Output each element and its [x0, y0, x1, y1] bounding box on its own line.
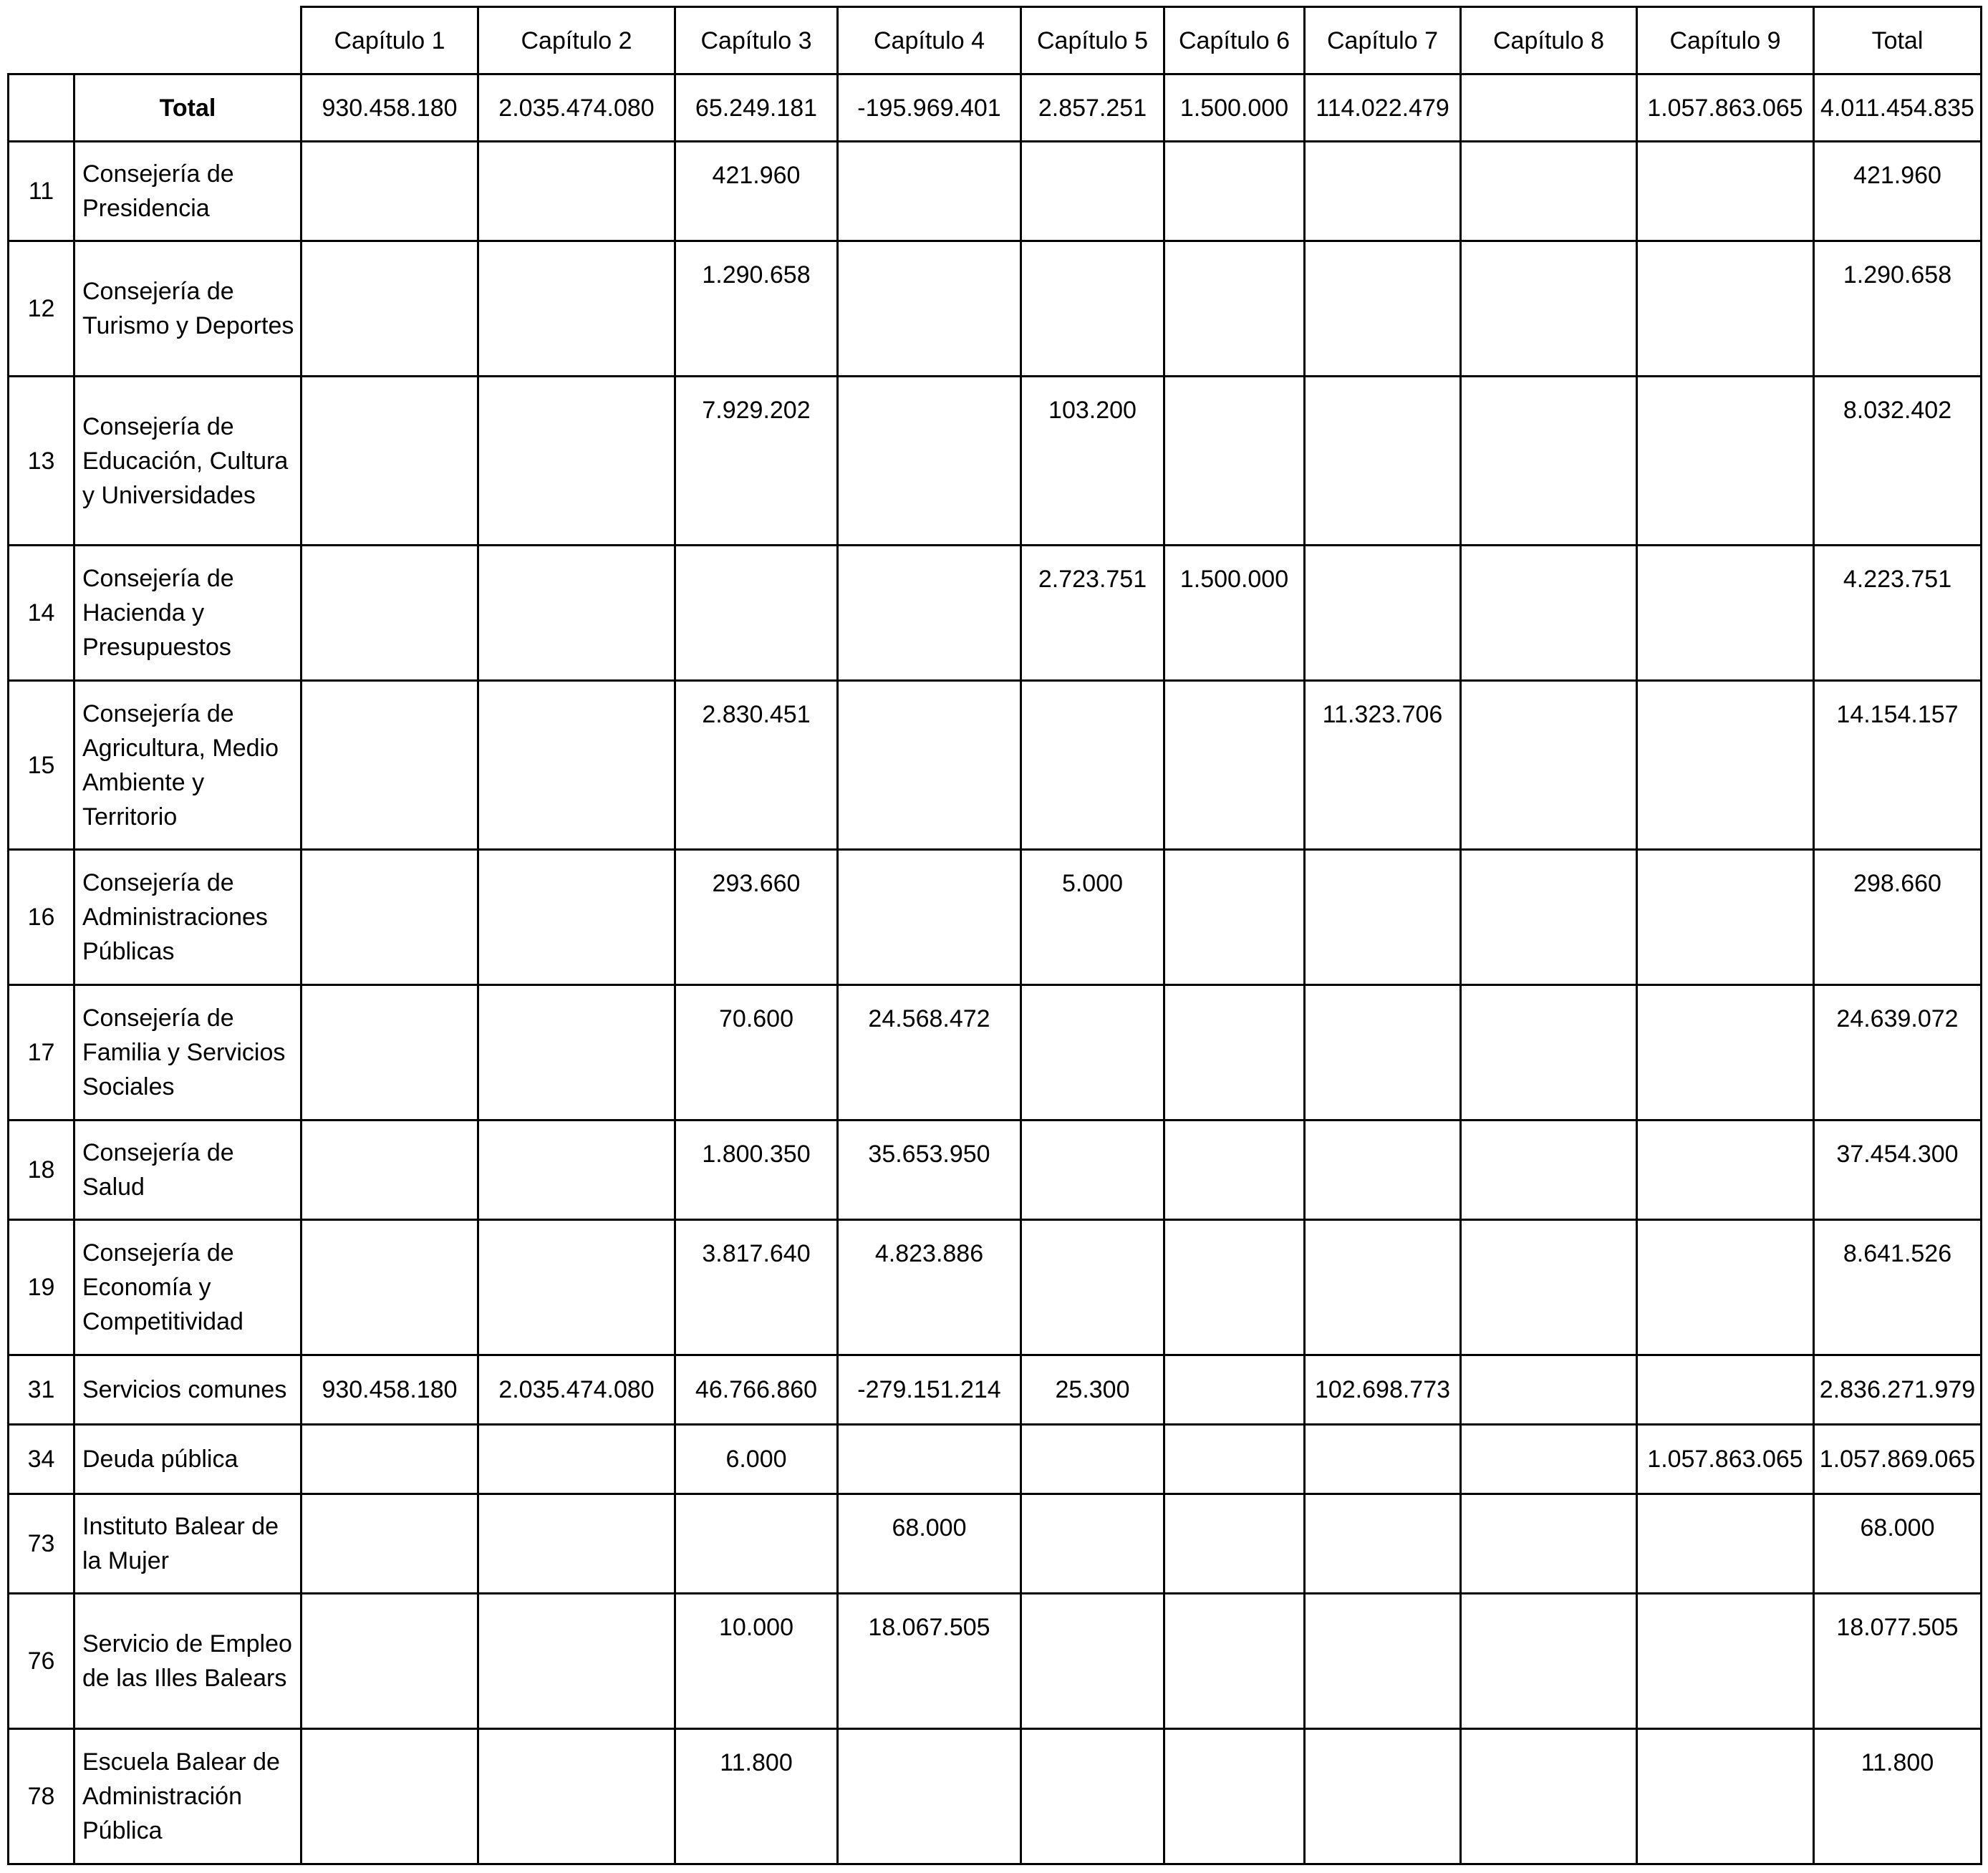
row-value [838, 546, 1021, 681]
row-value [478, 546, 675, 681]
row-value [1164, 1729, 1305, 1864]
row-value: 70.600 [675, 985, 838, 1121]
row-value [1637, 1729, 1814, 1864]
row-value [1021, 241, 1164, 377]
row-value [478, 681, 675, 850]
row-value [1637, 241, 1814, 377]
row-value [1637, 1355, 1814, 1425]
row-value [1461, 1594, 1637, 1729]
row-value: 2.830.451 [675, 681, 838, 850]
row-value [1305, 546, 1461, 681]
row-value [838, 850, 1021, 985]
column-header: Capítulo 2 [478, 7, 675, 74]
row-value: 7.929.202 [675, 377, 838, 546]
row-value [1305, 1729, 1461, 1864]
row-value: 8.641.526 [1814, 1220, 1982, 1355]
row-value: 11.800 [1814, 1729, 1982, 1864]
row-value [1637, 1220, 1814, 1355]
row-value: 5.000 [1021, 850, 1164, 985]
row-value: 1.057.869.065 [1814, 1425, 1982, 1494]
row-code: 76 [9, 1594, 74, 1729]
row-name: Servicio de Empleo de las Illes Balears [74, 1594, 301, 1729]
row-value: 2.836.271.979 [1814, 1355, 1982, 1425]
total-value: 4.011.454.835 [1814, 74, 1982, 142]
row-name: Consejería de Salud [74, 1121, 301, 1220]
row-code: 15 [9, 681, 74, 850]
row-value [838, 377, 1021, 546]
row-name: Servicios comunes [74, 1355, 301, 1425]
row-value: 102.698.773 [1305, 1355, 1461, 1425]
row-value: 1.290.658 [675, 241, 838, 377]
column-header: Capítulo 6 [1164, 7, 1305, 74]
table-row [9, 1729, 1982, 1864]
row-value [478, 1220, 675, 1355]
row-code: 14 [9, 546, 74, 681]
row-value: 3.817.640 [675, 1220, 838, 1355]
row-value [838, 1425, 1021, 1494]
column-header: Capítulo 5 [1021, 7, 1164, 74]
row-value: 1.057.863.065 [1637, 1425, 1814, 1494]
row-value [1305, 1594, 1461, 1729]
total-label: Total [74, 74, 301, 142]
row-value [675, 1494, 838, 1594]
row-name: Escuela Balear de Administración Pública [74, 1729, 301, 1864]
row-value [478, 1425, 675, 1494]
row-value [675, 546, 838, 681]
row-value: 11.800 [675, 1729, 838, 1864]
row-value: 37.454.300 [1814, 1121, 1982, 1220]
table-row [9, 1355, 1982, 1425]
row-value [838, 681, 1021, 850]
row-value: 8.032.402 [1814, 377, 1982, 546]
row-value [1461, 681, 1637, 850]
row-name: Consejería de Educación, Cultura y Universidades [74, 377, 301, 546]
row-value: 68.000 [1814, 1494, 1982, 1594]
row-value [478, 1729, 675, 1864]
row-value: 421.960 [1814, 142, 1982, 241]
row-value [1021, 1594, 1164, 1729]
row-value [1637, 1121, 1814, 1220]
row-value [1021, 681, 1164, 850]
row-value [1461, 142, 1637, 241]
row-value [838, 241, 1021, 377]
row-value [478, 1121, 675, 1220]
row-value [1461, 241, 1637, 377]
budget-table [7, 6, 1982, 1865]
row-value: 2.035.474.080 [478, 1355, 675, 1425]
row-value [1164, 1121, 1305, 1220]
row-value [1021, 985, 1164, 1121]
row-name: Consejería de Economía y Competitividad [74, 1220, 301, 1355]
total-value: 1.500.000 [1164, 74, 1305, 142]
row-value: 24.639.072 [1814, 985, 1982, 1121]
row-value [1021, 1220, 1164, 1355]
row-value [478, 377, 675, 546]
table-row [9, 241, 1982, 377]
row-value [1461, 850, 1637, 985]
row-value [1305, 850, 1461, 985]
row-value [1637, 850, 1814, 985]
row-name: Consejería de Presidencia [74, 142, 301, 241]
total-value: 1.057.863.065 [1637, 74, 1814, 142]
row-value: 4.823.886 [838, 1220, 1021, 1355]
row-value [1164, 1220, 1305, 1355]
total-value: 930.458.180 [301, 74, 478, 142]
row-value [1305, 985, 1461, 1121]
table-row [9, 850, 1982, 985]
row-value [1637, 1494, 1814, 1594]
row-code: 18 [9, 1121, 74, 1220]
total-row [9, 74, 1982, 142]
row-value [1461, 1729, 1637, 1864]
total-value [1461, 74, 1637, 142]
row-value [478, 1494, 675, 1594]
row-value [301, 1729, 478, 1864]
row-value: 35.653.950 [838, 1121, 1021, 1220]
row-value [1164, 142, 1305, 241]
row-value: 11.323.706 [1305, 681, 1461, 850]
row-value: 293.660 [675, 850, 838, 985]
row-value: 24.568.472 [838, 985, 1021, 1121]
total-value: 2.857.251 [1021, 74, 1164, 142]
row-value [1305, 1494, 1461, 1594]
table-row [9, 1425, 1982, 1494]
row-value [301, 1121, 478, 1220]
row-value [1637, 377, 1814, 546]
row-value: 68.000 [838, 1494, 1021, 1594]
row-value [1461, 1121, 1637, 1220]
row-value [1164, 1355, 1305, 1425]
row-value [478, 142, 675, 241]
row-value: -279.151.214 [838, 1355, 1021, 1425]
row-value: 18.067.505 [838, 1594, 1021, 1729]
row-value: 1.800.350 [675, 1121, 838, 1220]
table-row [9, 985, 1982, 1121]
column-header: Capítulo 3 [675, 7, 838, 74]
table-row [9, 1494, 1982, 1594]
row-value [1164, 1425, 1305, 1494]
row-value: 25.300 [1021, 1355, 1164, 1425]
row-value: 1.500.000 [1164, 546, 1305, 681]
total-value: -195.969.401 [838, 74, 1021, 142]
row-value [1164, 377, 1305, 546]
row-code: 31 [9, 1355, 74, 1425]
row-value: 18.077.505 [1814, 1594, 1982, 1729]
row-value [301, 1594, 478, 1729]
row-value [1021, 1494, 1164, 1594]
row-value [301, 377, 478, 546]
header-row [9, 7, 1982, 74]
row-value: 930.458.180 [301, 1355, 478, 1425]
row-value [1305, 1220, 1461, 1355]
row-code: 13 [9, 377, 74, 546]
row-value [1305, 241, 1461, 377]
row-value [1637, 985, 1814, 1121]
row-value [1461, 1425, 1637, 1494]
row-value [1021, 1425, 1164, 1494]
total-code-cell [9, 74, 74, 142]
total-value: 114.022.479 [1305, 74, 1461, 142]
table-row [9, 1121, 1982, 1220]
row-value [1164, 1594, 1305, 1729]
row-value [478, 1594, 675, 1729]
row-value [1305, 142, 1461, 241]
column-header: Capítulo 1 [301, 7, 478, 74]
row-value: 14.154.157 [1814, 681, 1982, 850]
row-value: 2.723.751 [1021, 546, 1164, 681]
row-name: Deuda pública [74, 1425, 301, 1494]
table-row [9, 546, 1982, 681]
row-value [478, 850, 675, 985]
row-code: 16 [9, 850, 74, 985]
total-value: 65.249.181 [675, 74, 838, 142]
row-name: Consejería de Hacienda y Presupuestos [74, 546, 301, 681]
row-value [478, 985, 675, 1121]
row-value [838, 142, 1021, 241]
row-value [1461, 377, 1637, 546]
row-value [1637, 546, 1814, 681]
row-value [1021, 1121, 1164, 1220]
row-code: 34 [9, 1425, 74, 1494]
table-row [9, 377, 1982, 546]
row-name: Instituto Balear de la Mujer [74, 1494, 301, 1594]
row-value [1021, 1729, 1164, 1864]
row-value [1461, 985, 1637, 1121]
row-value [1305, 377, 1461, 546]
row-value: 46.766.860 [675, 1355, 838, 1425]
row-value [1305, 1121, 1461, 1220]
row-value [301, 142, 478, 241]
row-code: 73 [9, 1494, 74, 1594]
row-code: 11 [9, 142, 74, 241]
row-value: 103.200 [1021, 377, 1164, 546]
row-value [301, 985, 478, 1121]
row-value: 1.290.658 [1814, 241, 1982, 377]
table-row [9, 1220, 1982, 1355]
row-value: 421.960 [675, 142, 838, 241]
row-value [301, 681, 478, 850]
row-code: 19 [9, 1220, 74, 1355]
column-header: Capítulo 9 [1637, 7, 1814, 74]
row-value [1637, 681, 1814, 850]
row-value [1164, 985, 1305, 1121]
row-value [301, 1220, 478, 1355]
row-value [301, 546, 478, 681]
row-name: Consejería de Familia y Servicios Sociales [74, 985, 301, 1121]
table-row [9, 1594, 1982, 1729]
row-name: Consejería de Turismo y Deportes [74, 241, 301, 377]
row-value [1461, 546, 1637, 681]
row-value [1637, 142, 1814, 241]
row-value [838, 1729, 1021, 1864]
column-header: Capítulo 8 [1461, 7, 1637, 74]
row-value [1021, 142, 1164, 241]
row-value [1305, 1425, 1461, 1494]
row-value [1461, 1355, 1637, 1425]
table-row [9, 681, 1982, 850]
row-value [1164, 241, 1305, 377]
row-value [301, 1494, 478, 1594]
row-value [1637, 1594, 1814, 1729]
row-value [478, 241, 675, 377]
column-header: Capítulo 7 [1305, 7, 1461, 74]
row-value: 10.000 [675, 1594, 838, 1729]
row-code: 17 [9, 985, 74, 1121]
row-value [301, 241, 478, 377]
row-value [1164, 850, 1305, 985]
row-value [301, 1425, 478, 1494]
column-header: Total [1814, 7, 1982, 74]
row-value: 4.223.751 [1814, 546, 1982, 681]
row-value [1164, 1494, 1305, 1594]
row-name: Consejería de Agricultura, Medio Ambiente y Territorio [74, 681, 301, 850]
row-value [1461, 1494, 1637, 1594]
table-row [9, 142, 1982, 241]
total-value: 2.035.474.080 [478, 74, 675, 142]
row-name: Consejería de Administraciones Públicas [74, 850, 301, 985]
row-value: 6.000 [675, 1425, 838, 1494]
row-code: 12 [9, 241, 74, 377]
row-value [301, 850, 478, 985]
row-code: 78 [9, 1729, 74, 1864]
row-value: 298.660 [1814, 850, 1982, 985]
row-value [1164, 681, 1305, 850]
row-value [1461, 1220, 1637, 1355]
table-body [9, 74, 1982, 1864]
blank-header-cell [9, 7, 301, 74]
column-header: Capítulo 4 [838, 7, 1021, 74]
